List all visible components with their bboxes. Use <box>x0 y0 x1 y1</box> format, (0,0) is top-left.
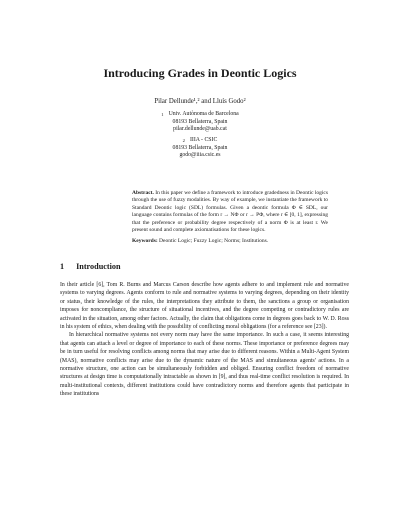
affiliation-number: 1 <box>161 112 164 117</box>
affiliation-name: Univ. Autònoma de Barcelona <box>168 111 239 117</box>
paragraph: In hierarchical normative systems not every norm may have the same importance. In such a case, it seems interesting that agents can attach a level or degree of importance to each of these norms. These importance or preference degrees may be in turn useful for resolving conflicts among norms that may arise due to different reasons. Within a Multi-Agent System (MAS), normative conflicts may arise due to the dynamic nature of the MAS and simultaneous agents' actions. In a normative structure, one action can be simultaneously forbidden and obliged. Ensuring conflict freedom of normative structures at design time is computationally intractable as shown in [9], and thus real-time conflict resolution is required. In multi-institutional contexts, different institutions could have contradictory norms and therefore agents that participate in these institutions <box>60 332 349 398</box>
abstract-label: Abstract. <box>132 190 154 196</box>
paragraph: In their article [6], Tom R. Burns and Marcus Carson describe how agents adhere to and implement rule and normative systems to varying degrees. Agents conform to rule and normative systems to varying degrees, depending on their identity or status, their knowledge of the rules, the interpretations they attribute to them, the sanctions a group or organisation imposes for noncompliance, the structure of situational incentives, and the degree competing or contradictory rules are activated in the situation, among other factors. Actually, the claim that obligations come in degrees goes back to W. D. Ross in his system of ethics, when dealing with the possibility of conflicting moral obligations (for a reference see [23]). <box>60 282 349 331</box>
affiliation-email: pilar.dellunde@uab.cat <box>173 126 227 133</box>
body-text <box>60 281 349 399</box>
keywords <box>132 238 328 244</box>
affiliation-2 <box>0 137 400 160</box>
affiliation-name: IIIA - CSIC <box>189 137 218 143</box>
affiliation-1 <box>0 111 400 134</box>
affiliation-address: 08193 Bellaterra, Spain <box>172 118 228 125</box>
affiliation-number: 2 <box>182 138 185 143</box>
section-number: 1 <box>60 262 65 271</box>
keywords-label: Keywords: <box>132 238 158 244</box>
abstract-text: In this paper we define a framework to introduce gradedness in Deontic logics through the use of fuzzy modalities. By way of example, we instantiate the framework to Standard Deontic logic (SDL) formulas. Given a deontic formula Φ ∈ SDL, our language contains formulas of the form r → NΦ or r → PΦ, where r ∈ [0, 1], expressing that the preference or probability degree respectively of a norm Φ is at least r. We present sound and complete axiomatisations for these logics. <box>132 190 329 234</box>
section-title: Introduction <box>76 262 121 271</box>
keywords-text: Deontic Logic; Fuzzy Logic; Norms; Institutions. <box>159 238 269 244</box>
affiliation-address: 08193 Bellaterra, Spain <box>172 144 228 151</box>
paper-title: Introducing Grades in Deontic Logics <box>103 66 297 80</box>
paper-authors: Pilar Dellunde¹,² and Lluís Godo² <box>154 98 246 105</box>
abstract <box>132 190 328 234</box>
affiliation-email: godo@iiia.csic.es <box>179 152 221 159</box>
section-heading <box>60 262 121 271</box>
